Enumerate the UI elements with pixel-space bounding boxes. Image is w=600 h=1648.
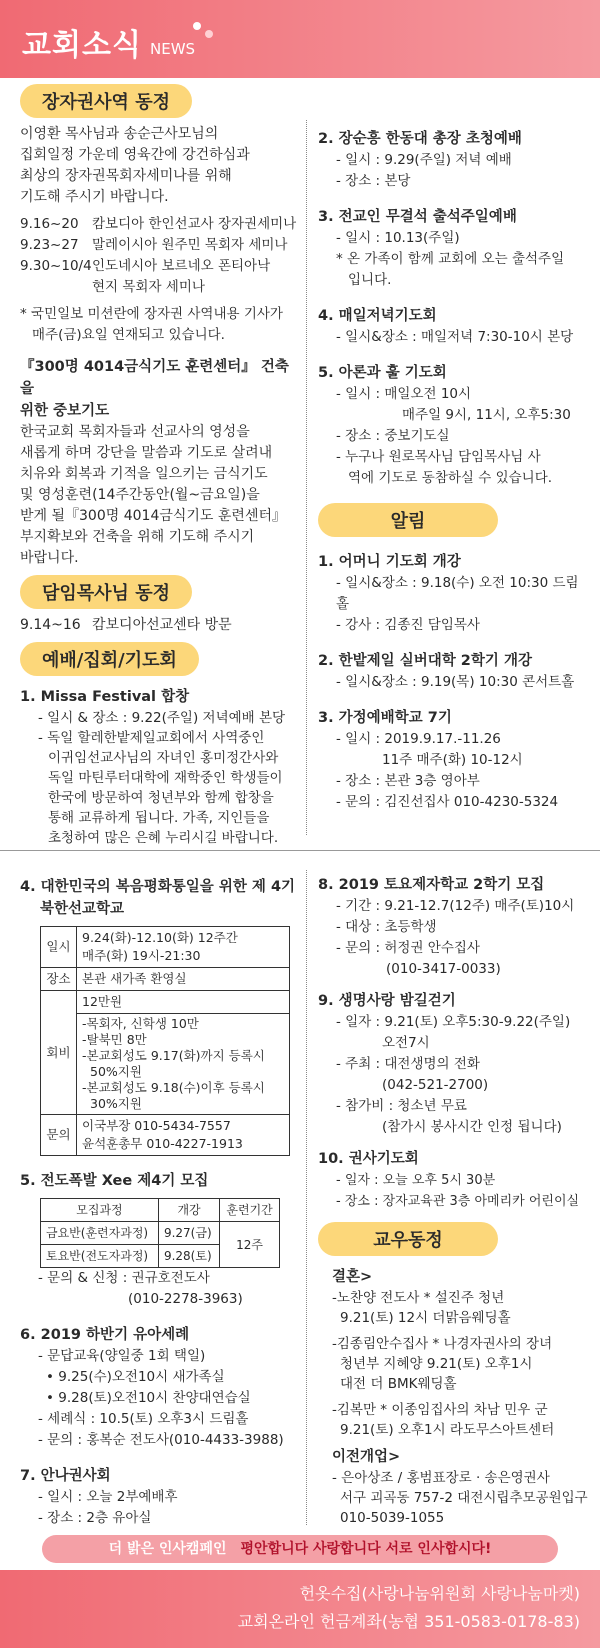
list-item: -노찬양 전도사 * 설진주 청년 9.21(토) 12시 더맑음웨딩홀 bbox=[332, 1290, 511, 1326]
greeting-campaign-bar bbox=[42, 1535, 558, 1563]
campaign-label: 더 밝은 인사캠페인 bbox=[108, 1541, 227, 1557]
table-row: 금요반(훈련자과정) 9.27(금) 12주 bbox=[41, 1222, 280, 1245]
table-row: 회비 12만원 -목회자, 신학생 10만 -탈북민 8만 -본교회성도 9.17(화)까지 등록시 50%지원 -본교회성도 9.18(수)이후 등록시 30%지원 bbox=[41, 991, 290, 1115]
item-8-body: - 기간 : 9.21-12.7(12주) 매주(토)10시 - 대상 : 초등학생 - 문의 : 허정권 안수집사 (010-3417-0033) bbox=[336, 898, 575, 977]
section-divider bbox=[0, 850, 600, 851]
footer-line-clothes: 헌옷수집(사랑나눔위원회 사랑나눔마켓) bbox=[299, 1584, 580, 1603]
item-6b-title: 6. 2019 하반기 유아세례 bbox=[20, 1327, 190, 1343]
page-title: 교회소식 bbox=[22, 28, 142, 63]
table-row: 장소 본관 새가족 환영실 bbox=[41, 968, 290, 991]
section-title-pastor: 담임목사님 동정 bbox=[20, 575, 192, 609]
notice-1-body: - 일시&장소 : 9.18(수) 오전 10:30 드림홀 - 강사 : 김종진 담임목사 bbox=[336, 575, 579, 633]
jangja-intro: 이영환 목사님과 송순근사모님의 집회일정 가운데 영육간에 강건하심과 최상의 장자권목회자세미나를 위해 기도해 주시기 바랍니다. bbox=[20, 126, 250, 205]
column-divider bbox=[306, 870, 307, 1525]
footer bbox=[0, 1570, 600, 1648]
decor-dot-icon bbox=[193, 22, 201, 30]
decor-dot-icon bbox=[205, 30, 213, 38]
item-4-title: 4. 매일저녁기도회 bbox=[318, 308, 437, 324]
lower-left-column bbox=[20, 876, 302, 1529]
jangja-note: * 국민일보 미션란에 장자권 사역내용 기사가 매주(금)요일 연재되고 있습니다. bbox=[20, 306, 283, 343]
worship-item-1-body: - 일시 & 장소 : 9.22(주일) 저녁예배 본당 - 독일 할레한밭제일교회에서 사역중인 이귀임선교사님의 자녀인 홍미정간사와 독일 마틴루터대학에 재학중인 학생들이 한국에 방문하여 청년부와 함께 합창을 통해 교류하게 됩니다. 가족, 지인들을 초청하여 많은 은혜 누리시길 바랍니다. bbox=[38, 710, 286, 846]
list-item: -김종림안수집사 * 나경자권사의 장녀 청년부 지혜양 9.21(토) 오후1시 대전 더 BMK웨딩홀 bbox=[332, 1336, 553, 1392]
section-title-notice: 알림 bbox=[318, 503, 498, 537]
table-row: 문의 이국부장 010-5434-7557 윤석훈총무 010-4227-1913 bbox=[41, 1115, 290, 1156]
item-4-body: - 일시&장소 : 매일저녁 7:30-10시 본당 bbox=[336, 329, 574, 345]
list-item: 9.23~27 말레이시아 원주민 목회자 세미나 bbox=[20, 237, 288, 253]
item-6b-body: - 문답교육(양일중 1회 택일) • 9.25(수)오전10시 새가족실 • 9.28(토)오전10시 찬양대연습실 - 세례식 : 10.5(토) 오후3시 드림홀 - 문의 : 홍복순 전도사(010-4433-3988) bbox=[38, 1348, 284, 1448]
news-header bbox=[0, 0, 600, 78]
item-2-title: 2. 장순흥 한동대 총장 초청예배 bbox=[318, 131, 522, 147]
notice-2-body: - 일시&장소 : 9.19(목) 10:30 콘서트홀 bbox=[336, 674, 575, 690]
campaign-text: 평안합니다 사랑합니다 서로 인사합시다! bbox=[240, 1541, 492, 1557]
notice-3-body: - 일시 : 2019.9.17.-11.26 11주 매주(화) 10-12시 - 장소 : 본관 3층 영아부 - 문의 : 김진선집사 010-4230-5324 bbox=[336, 731, 559, 810]
item-2-body: - 일시 : 9.29(주일) 저녁 예배 - 장소 : 본당 bbox=[336, 152, 512, 189]
center-body: 한국교회 목회자들과 선교사의 영성을 새롭게 하며 강단을 말씀과 기도로 살려내 치유와 회복과 기적을 일으키는 금식기도 및 영성훈련(14주간동안(월~금요일)을 받게 될『300명 4014금식기도 훈련센터』 부지확보와 건축을 위해 기도해 주시기 바랍니다. bbox=[20, 424, 286, 566]
notice-2-title: 2. 한밭제일 실버대학 2학기 개강 bbox=[318, 653, 532, 669]
item-4b-title: 4. 대한민국의 복음평화통일을 위한 제 4기 북한선교학교 bbox=[20, 879, 296, 917]
alumni-news: 결혼> -노찬양 전도사 * 설진주 청년 9.21(토) 12시 더맑음웨딩홀 -김종림안수집사 * 나경자권사의 장녀 청년부 지혜양 9.21(토) 오후1시 대전 더 BMK웨딩홀 -김복만 * 이종임집사의 차남 민우 군 9.21(토) 오후1시 라도무스아트센터 이전개업> - 은아상조 / 홍범표장로 · 송은영권사 서구 괴곡동 757-2 대전시립추모공원입구 010-5039-1055 bbox=[318, 1266, 594, 1528]
list-item: 9.30~10/4인도네시아 보르네오 폰티아낙 bbox=[20, 258, 271, 274]
table-row: 모집과정 개강 훈련기간 bbox=[41, 1199, 280, 1222]
center-title: 『300명 4014금식기도 훈련센터』 건축을 위한 중보기도 bbox=[20, 359, 289, 419]
item-5b-title: 5. 전도폭발 Xee 제4기 모집 bbox=[20, 1173, 209, 1189]
item-9-body: - 일자 : 9.21(토) 오후5:30-9.22(주일) 오전7시 - 주최 : 대전생명의 전화 (042-521-2700) - 참가비 : 청소년 무료 (참가시 봉사시간 인정 됩니다) bbox=[336, 1014, 571, 1135]
item-5b-body: - 문의 & 신청 : 권규호전도사 (010-2278-3963) bbox=[38, 1270, 243, 1307]
table-row: 일시 9.24(화)-12.10(화) 12주간 매주(화) 19시-21:30 bbox=[41, 927, 290, 968]
section-title-jangja: 장자권사역 동정 bbox=[20, 84, 192, 118]
table-row: 토요반(전도자과정) 9.28(토) bbox=[41, 1245, 280, 1268]
section-title-worship: 예배/집회/기도회 bbox=[20, 642, 199, 676]
column-divider bbox=[306, 120, 307, 835]
notice-3-title: 3. 가정예배학교 7기 bbox=[318, 710, 452, 726]
pastor-schedule: 9.14~16 캄보디아선교센타 방문 bbox=[20, 617, 232, 633]
worship-item-1-title: 1. Missa Festival 합창 bbox=[20, 689, 190, 705]
item-3-body: - 일시 : 10.13(주일) * 온 가족이 함께 교회에 오는 출석주일 입니다. bbox=[336, 230, 565, 288]
item-10-title: 10. 권사기도회 bbox=[318, 1151, 419, 1167]
list-item: -김복만 * 이종임집사의 차남 민우 군 9.21(토) 오후1시 라도무스아트센터 bbox=[332, 1402, 555, 1438]
notice-1-title: 1. 어머니 기도회 개강 bbox=[318, 554, 461, 570]
item-9-title: 9. 생명사랑 밤길걷기 bbox=[318, 993, 456, 1009]
lower-right-column bbox=[318, 874, 594, 1528]
item-7b-title: 7. 안나권사회 bbox=[20, 1468, 111, 1484]
page-subtitle: NEWS bbox=[150, 40, 196, 58]
school-info-table bbox=[40, 926, 290, 1156]
item-10-body: - 일자 : 오늘 오후 5시 30분 - 장소 : 장자교육관 3층 아메리카 어린이실 bbox=[336, 1173, 580, 1209]
list-item: - 은아상조 / 홍범표장로 · 송은영권사 서구 괴곡동 757-2 대전시립추모공원입구 010-5039-1055 bbox=[332, 1470, 588, 1526]
jangja-schedule: 9.16~20 캄보디아 한인선교사 장자권세미나 9.23~27 말레이시아 원주민 목회자 세미나 9.30~10/4인도네시아 보르네오 폰티아낙 현지 목회자 세미나 bbox=[20, 214, 300, 298]
footer-line-account: 교회온라인 헌금계좌(농협 351-0583-0178-83) bbox=[237, 1612, 580, 1631]
section-title-alumni: 교우동정 bbox=[318, 1222, 498, 1256]
top-right-column bbox=[318, 128, 590, 813]
item-7b-body: - 일시 : 오늘 2부예배후 - 장소 : 2층 유아실 bbox=[38, 1489, 178, 1526]
item-3-title: 3. 전교인 무결석 출석주일예배 bbox=[318, 209, 517, 225]
item-8-title: 8. 2019 토요제자학교 2학기 모집 bbox=[318, 877, 545, 893]
list-item: 9.16~20 캄보디아 한인선교사 장자권세미나 bbox=[20, 216, 297, 232]
item-5-title: 5. 아론과 훌 기도회 bbox=[318, 365, 447, 381]
top-left-column bbox=[20, 84, 300, 848]
evangelism-table bbox=[40, 1198, 280, 1268]
item-5-body: - 일시 : 매일오전 10시 매주일 9시, 11시, 오후5:30 - 장소 : 중보기도실 - 누구나 원로목사님 담임목사님 사 역에 기도로 동참하실 수 있습니다. bbox=[336, 386, 571, 486]
